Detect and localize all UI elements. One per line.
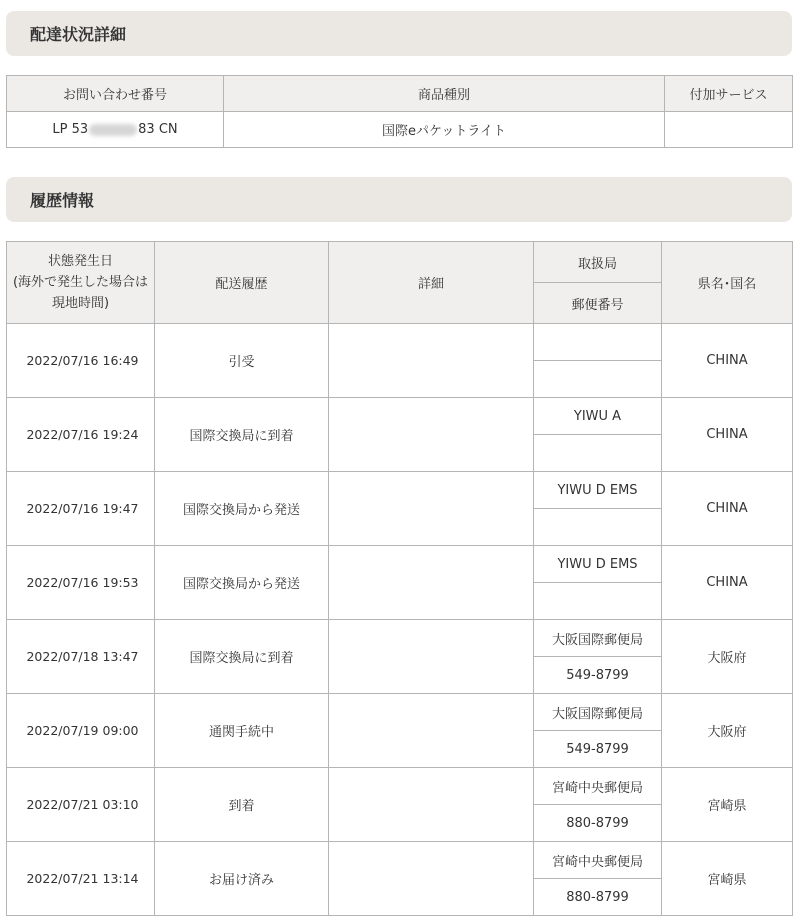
summary-row bbox=[7, 112, 793, 148]
history-info-header bbox=[6, 177, 792, 222]
event-cell: お届け済み bbox=[155, 842, 329, 916]
detail-cell bbox=[329, 324, 534, 398]
date-header-line2: (海外で発生した場合は現地時間) bbox=[12, 275, 149, 311]
postal-cell: 880-8799 bbox=[534, 805, 662, 842]
date-cell: 2022/07/19 09:00 bbox=[7, 694, 155, 768]
postal-header: 郵便番号 bbox=[534, 283, 662, 324]
date-cell: 2022/07/16 19:24 bbox=[7, 398, 155, 472]
date-cell: 2022/07/16 19:47 bbox=[7, 472, 155, 546]
region-cell: 宮崎県 bbox=[662, 768, 793, 842]
event-cell: 到着 bbox=[155, 768, 329, 842]
date-cell: 2022/07/16 16:49 bbox=[7, 324, 155, 398]
tracking-number-cell bbox=[7, 112, 224, 148]
office-cell: YIWU D EMS bbox=[534, 472, 662, 509]
product-type-header: 商品種別 bbox=[224, 76, 665, 112]
postal-cell bbox=[534, 509, 662, 546]
history-row bbox=[7, 546, 793, 583]
postal-cell: 880-8799 bbox=[534, 879, 662, 916]
office-cell bbox=[534, 324, 662, 361]
postal-cell bbox=[534, 361, 662, 398]
history-header-row bbox=[7, 242, 793, 283]
postal-cell bbox=[534, 435, 662, 472]
detail-header: 詳細 bbox=[329, 242, 534, 324]
detail-cell bbox=[329, 472, 534, 546]
postal-cell: 549-8799 bbox=[534, 657, 662, 694]
region-cell: CHINA bbox=[662, 472, 793, 546]
history-row bbox=[7, 398, 793, 435]
tracking-number-suffix: 83 CN bbox=[138, 122, 178, 137]
office-cell: YIWU A bbox=[534, 398, 662, 435]
redacted-blur bbox=[89, 124, 137, 136]
tracking-number-header: お問い合わせ番号 bbox=[7, 76, 224, 112]
postal-cell: 549-8799 bbox=[534, 731, 662, 768]
history-row bbox=[7, 842, 793, 879]
detail-cell bbox=[329, 842, 534, 916]
region-cell: 宮崎県 bbox=[662, 842, 793, 916]
history-row bbox=[7, 472, 793, 509]
region-cell: 大阪府 bbox=[662, 620, 793, 694]
detail-cell bbox=[329, 546, 534, 620]
event-cell: 国際交換局に到着 bbox=[155, 620, 329, 694]
detail-cell bbox=[329, 768, 534, 842]
detail-cell bbox=[329, 398, 534, 472]
office-cell: 大阪国際郵便局 bbox=[534, 620, 662, 657]
delivery-status-title: 配達状況詳細 bbox=[30, 25, 127, 44]
summary-table bbox=[6, 75, 793, 148]
event-header: 配送履歴 bbox=[155, 242, 329, 324]
date-cell: 2022/07/16 19:53 bbox=[7, 546, 155, 620]
history-row bbox=[7, 694, 793, 731]
region-header: 県名･国名 bbox=[662, 242, 793, 324]
history-row bbox=[7, 768, 793, 805]
office-cell: YIWU D EMS bbox=[534, 546, 662, 583]
delivery-status-header bbox=[6, 11, 792, 56]
history-info-title: 履歴情報 bbox=[30, 191, 95, 210]
postal-cell bbox=[534, 583, 662, 620]
detail-cell bbox=[329, 620, 534, 694]
event-cell: 国際交換局から発送 bbox=[155, 472, 329, 546]
date-cell: 2022/07/21 03:10 bbox=[7, 768, 155, 842]
tracking-number-prefix: LP 53 bbox=[52, 122, 89, 137]
region-cell: CHINA bbox=[662, 546, 793, 620]
event-cell: 引受 bbox=[155, 324, 329, 398]
office-cell: 宮崎中央郵便局 bbox=[534, 842, 662, 879]
event-cell: 通関手続中 bbox=[155, 694, 329, 768]
detail-cell bbox=[329, 694, 534, 768]
date-header-line1: 状態発生日 bbox=[47, 254, 113, 269]
history-row bbox=[7, 620, 793, 657]
event-cell: 国際交換局から発送 bbox=[155, 546, 329, 620]
additional-service-header: 付加サービス bbox=[665, 76, 793, 112]
region-cell: 大阪府 bbox=[662, 694, 793, 768]
region-cell: CHINA bbox=[662, 398, 793, 472]
office-header: 取扱局 bbox=[534, 242, 662, 283]
office-cell: 宮崎中央郵便局 bbox=[534, 768, 662, 805]
additional-service-cell bbox=[665, 112, 793, 148]
history-body bbox=[7, 324, 793, 916]
product-type-cell: 国際eパケットライト bbox=[224, 112, 665, 148]
date-cell: 2022/07/21 13:14 bbox=[7, 842, 155, 916]
date-cell: 2022/07/18 13:47 bbox=[7, 620, 155, 694]
date-header bbox=[7, 242, 155, 324]
history-row bbox=[7, 324, 793, 361]
summary-header-row bbox=[7, 76, 793, 112]
history-table bbox=[6, 241, 793, 916]
event-cell: 国際交換局に到着 bbox=[155, 398, 329, 472]
office-cell: 大阪国際郵便局 bbox=[534, 694, 662, 731]
region-cell: CHINA bbox=[662, 324, 793, 398]
